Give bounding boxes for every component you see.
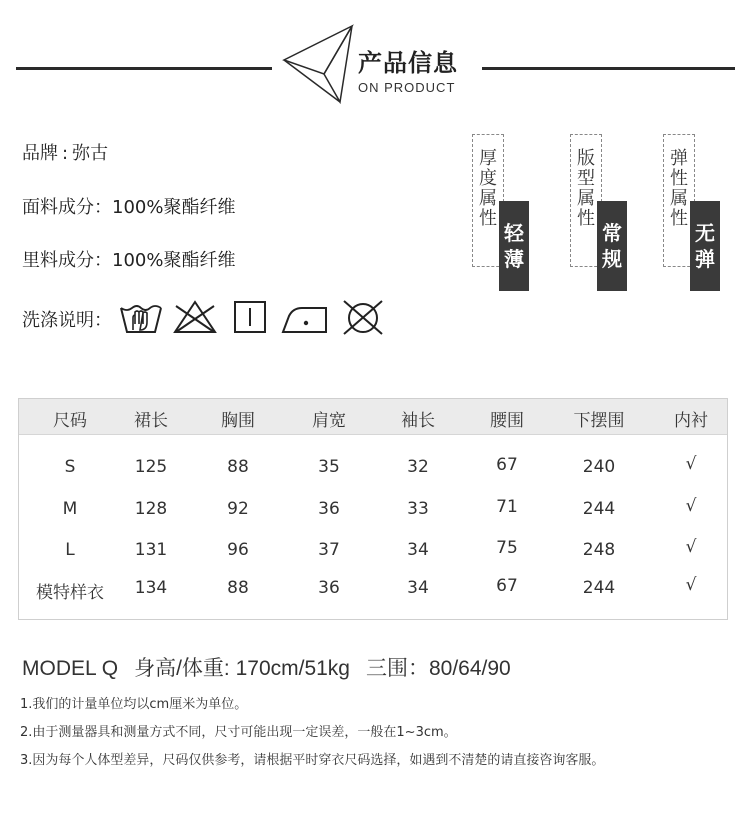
table-cell-check: √	[685, 496, 697, 516]
table-cell: 128	[134, 499, 168, 519]
table-header-cell: 裙长	[134, 411, 168, 431]
table-cell: 134	[134, 578, 168, 598]
table-cell: 88	[227, 457, 249, 477]
low-iron-icon	[280, 298, 330, 336]
table-cell: 35	[318, 457, 340, 477]
note-1: 1.我们的计量单位均以cm厘米为单位。	[20, 697, 248, 712]
model-measurements: 三围：80/64/90	[365, 657, 511, 680]
table-cell: 244	[582, 499, 616, 519]
thickness-attribute-value: 轻薄	[499, 201, 529, 291]
table-cell-size: S	[64, 457, 76, 477]
lining-value: 100%聚酯纤维	[112, 250, 236, 271]
table-cell: 34	[407, 540, 429, 560]
thickness-attribute-label: 厚度属性	[479, 148, 497, 229]
table-cell: 71	[496, 497, 518, 517]
fit-attribute-value: 常规	[597, 201, 627, 291]
section-subtitle: ON PRODUCT	[358, 80, 456, 95]
brand-line	[22, 139, 108, 165]
table-header-cell: 袖长	[401, 411, 435, 431]
table-cell-size: L	[65, 540, 75, 560]
model-info	[22, 652, 527, 682]
table-cell: 125	[134, 457, 168, 477]
table-cell: 32	[407, 457, 429, 477]
fabric-label: 面料成分：	[22, 197, 112, 218]
brand-value: 弥古	[72, 143, 109, 164]
table-header-cell: 胸围	[221, 411, 255, 431]
table-cell: 240	[582, 457, 616, 477]
table-cell: 96	[227, 540, 249, 560]
note-3: 3.因为每个人体型差异，尺码仅供参考，请根据平时穿衣尺码选择，如遇到不清楚的请直接咨询客服。	[20, 753, 605, 768]
table-cell: 248	[582, 540, 616, 560]
elasticity-attribute-label: 弹性属性	[670, 148, 688, 229]
table-cell: 67	[496, 576, 518, 596]
section-title: 产品信息	[358, 48, 458, 77]
no-bleach-icon	[172, 298, 218, 336]
model-height-weight: 身高/体重: 170cm/51kg	[134, 657, 350, 680]
fabric-value: 100%聚酯纤维	[112, 197, 236, 218]
header-divider-right	[482, 67, 735, 70]
table-header-cell: 内衬	[674, 411, 708, 431]
table-cell-check: √	[685, 537, 697, 557]
table-cell: 36	[318, 578, 340, 598]
table-cell: 33	[407, 499, 429, 519]
note-2: 2.由于测量器具和测量方式不同，尺寸可能出现一定误差，一般在1~3cm。	[20, 725, 457, 740]
colon: :	[62, 143, 69, 164]
table-cell: 131	[134, 540, 168, 560]
lining-line	[22, 246, 235, 272]
table-cell-size: 模特样衣	[36, 583, 104, 603]
fit-attribute-label: 版型属性	[577, 148, 595, 229]
header-divider-left	[16, 67, 272, 70]
model-name: MODEL Q	[22, 657, 119, 680]
table-cell-size: M	[62, 499, 78, 519]
table-header-cell: 尺码	[53, 411, 87, 431]
table-cell: 88	[227, 578, 249, 598]
table-cell-check: √	[685, 454, 697, 474]
table-header-cell: 下摆围	[573, 411, 625, 431]
table-cell: 244	[582, 578, 616, 598]
table-cell: 36	[318, 499, 340, 519]
table-cell: 75	[496, 538, 518, 558]
fabric-line	[22, 193, 235, 219]
table-cell: 37	[318, 540, 340, 560]
triangle-logo-icon	[282, 24, 354, 104]
no-dry-clean-icon	[338, 298, 388, 336]
brand-label: 品牌	[22, 143, 58, 164]
table-cell-check: √	[685, 575, 697, 595]
table-cell: 67	[496, 455, 518, 475]
table-cell: 34	[407, 578, 429, 598]
elasticity-attribute-value: 无弹	[690, 201, 720, 291]
size-table	[18, 398, 728, 620]
table-cell: 92	[227, 499, 249, 519]
lining-label: 里料成分：	[22, 250, 112, 271]
hand-wash-icon	[118, 298, 164, 336]
wash-label: 洗涤说明：	[22, 310, 112, 331]
table-header-cell: 腰围	[490, 411, 524, 431]
hang-dry-icon	[232, 298, 268, 336]
table-header-cell: 肩宽	[312, 411, 346, 431]
